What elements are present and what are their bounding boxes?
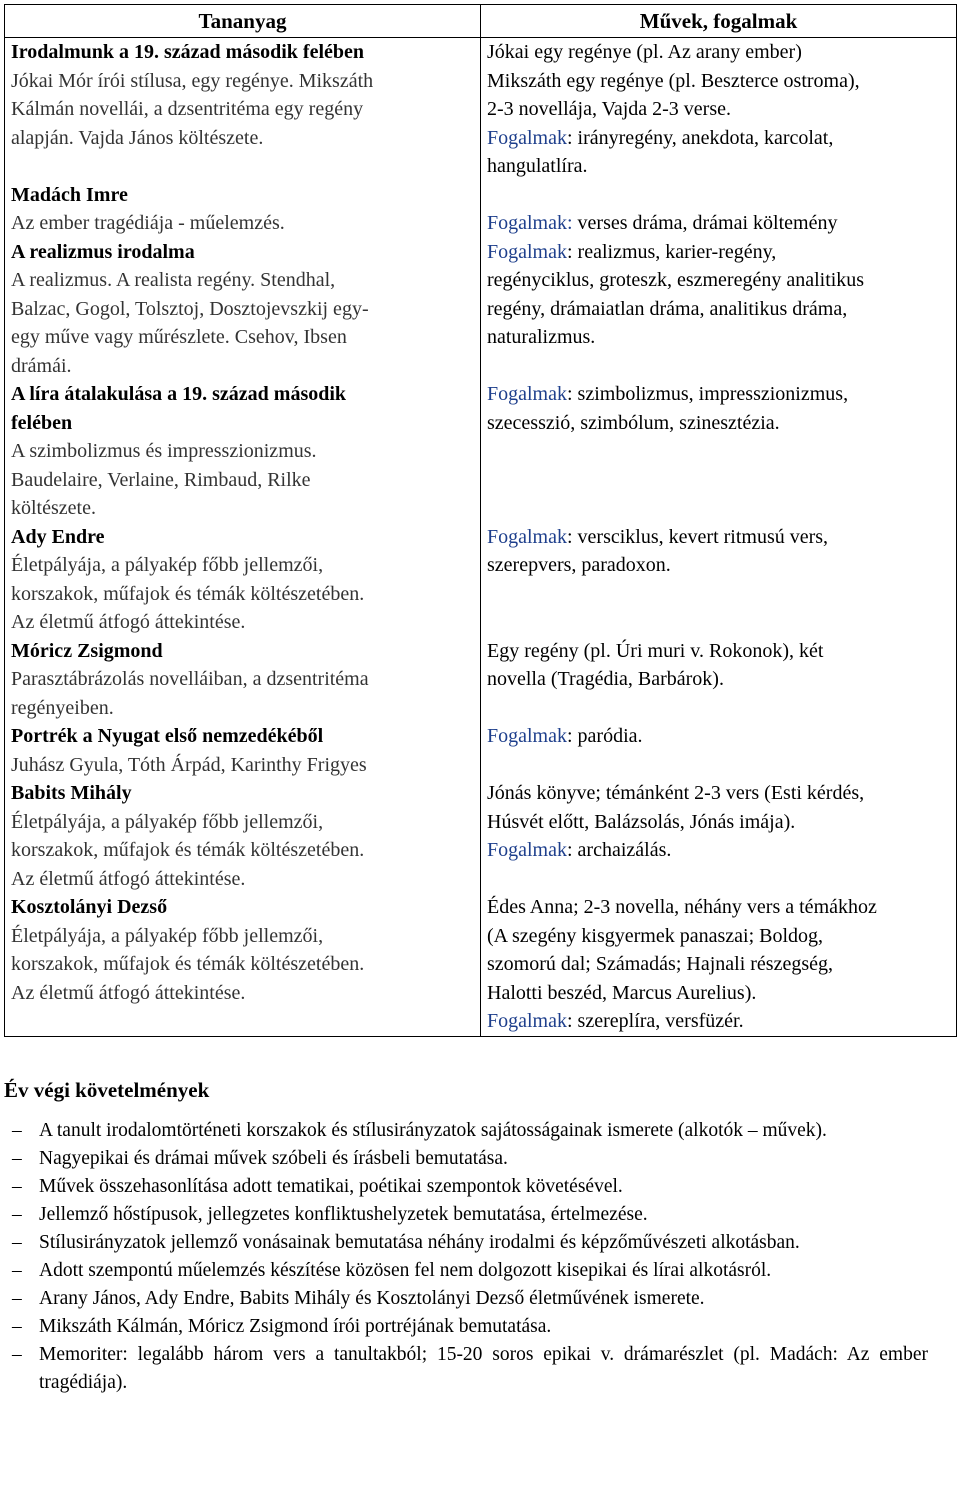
works-line <box>487 779 950 808</box>
topic-heading: Babits Mihály <box>11 782 132 804</box>
works-line <box>487 922 950 951</box>
requirement-item <box>0 1313 950 1341</box>
requirement-text: Nagyepikai és drámai művek szóbeli és írásbeli bemutatása. <box>39 1148 508 1169</box>
works-line <box>487 751 950 780</box>
dash-bullet: – <box>12 1288 22 1309</box>
works-line <box>487 836 950 865</box>
dash-bullet: – <box>12 1232 22 1253</box>
works-text: hangulatlíra. <box>487 155 588 177</box>
works-line <box>487 950 950 979</box>
works-text: verses dráma, drámai költemény <box>572 212 838 234</box>
header-tananyag: Tananyag <box>5 5 481 38</box>
works-line <box>487 124 950 153</box>
works-text: Egy regény (pl. Úri muri v. Rokonok), két <box>487 639 824 662</box>
muvek-cell <box>481 38 957 1037</box>
topic-line: Az életmű átfogó áttekintése. <box>11 611 246 633</box>
topic-line: Az életmű átfogó áttekintése. <box>11 867 246 890</box>
topic-line: regényeiben. <box>11 696 114 719</box>
dash-bullet: – <box>12 1344 22 1365</box>
works-text: 2-3 novellája, Vajda 2-3 verse. <box>487 98 731 120</box>
requirement-item <box>0 1229 950 1257</box>
muvek-lines <box>487 38 950 1036</box>
works-text: szecesszió, szimbólum, szinesztézia. <box>487 411 780 434</box>
dash-bullet: – <box>12 1316 22 1337</box>
works-line <box>487 380 950 409</box>
fogalmak-label: Fogalmak <box>487 126 567 149</box>
works-line <box>487 580 950 609</box>
works-text: szerepvers, paradoxon. <box>487 554 671 576</box>
topic-line: Baudelaire, Verlaine, Rimbaud, Rilke <box>11 468 311 491</box>
works-text: regény, drámaiatlan dráma, analitikus dráma, <box>487 297 848 320</box>
fogalmak-label: Fogalmak <box>487 725 567 747</box>
topic-line: drámái. <box>11 354 72 377</box>
tananyag-lines <box>11 38 474 1007</box>
topic-heading: A realizmus irodalma <box>11 240 195 263</box>
works-text: (A szegény kisgyermek panaszai; Boldog, <box>487 924 824 947</box>
works-text: szomorú dal; Számadás; Hajnali részegség, <box>487 953 833 975</box>
topic-line: Juhász Gyula, Tóth Árpád, Karinthy Frigyes <box>11 753 367 776</box>
requirement-text: Adott szempontú műelemzés készítése közösen fel nem dolgozott kisepikai és lírai alkotásról. <box>39 1260 772 1281</box>
works-line <box>487 266 950 295</box>
works-line <box>487 409 950 438</box>
topic-line: Kálmán novellái, a dzsentritéma egy regény <box>11 98 364 120</box>
requirement-text: Mikszáth Kálmán, Móricz Zsigmond írói portréjának bemutatása. <box>39 1316 552 1337</box>
works-line <box>487 979 950 1008</box>
works-line <box>487 437 950 466</box>
topic-line: Életpályája, a pályakép főbb jellemzői, <box>11 924 324 947</box>
topic-line: korszakok, műfajok és témák költészetében. <box>11 582 365 605</box>
requirements-title: Év végi követelmények <box>4 1078 210 1102</box>
works-line <box>487 209 950 238</box>
fogalmak-label: Fogalmak <box>487 839 567 861</box>
requirement-text: Jellemző hőstípusok, jellegzetes konfliktushelyzetek bemutatása, értelmezése. <box>39 1204 648 1225</box>
works-text: Édes Anna; 2-3 novella, néhány vers a témákhoz <box>487 896 877 918</box>
topic-heading: A líra átalakulása a 19. század második <box>11 383 347 405</box>
works-line <box>487 181 950 210</box>
works-line <box>487 95 950 124</box>
works-line <box>487 722 950 751</box>
requirement-item <box>0 1201 950 1229</box>
works-line <box>487 694 950 723</box>
topic-line: Életpályája, a pályakép főbb jellemzői, <box>11 554 324 576</box>
dash-bullet: – <box>12 1176 22 1197</box>
works-line <box>487 608 950 637</box>
works-line <box>487 808 950 837</box>
dash-bullet: – <box>12 1120 22 1141</box>
works-line <box>487 494 950 523</box>
topic-line: korszakok, műfajok és témák költészetében. <box>11 839 365 861</box>
table-content-row <box>5 38 957 1037</box>
works-text: : versciklus, kevert ritmusú vers, <box>567 525 829 548</box>
works-text: : szereplíra, versfüzér. <box>567 1010 744 1032</box>
topic-line: A realizmus. A realista regény. Stendhal, <box>11 269 336 291</box>
topic-line: költészete. <box>11 497 96 519</box>
topic-line: Balzac, Gogol, Tolsztoj, Dosztojevszkij egy- <box>11 297 369 320</box>
requirement-item <box>0 1145 950 1173</box>
works-text: novella (Tragédia, Barbárok). <box>487 668 724 690</box>
dash-bullet: – <box>12 1260 22 1281</box>
works-text: : irányregény, anekdota, karcolat, <box>567 126 834 149</box>
works-line <box>487 865 950 894</box>
requirement-text: Művek összehasonlítása adott tematikai, poétikai szempontok követésével. <box>39 1176 623 1197</box>
table-header-row <box>5 5 957 38</box>
works-line <box>487 67 950 96</box>
topic-heading: Kosztolányi Dezső <box>11 896 168 918</box>
requirements-list <box>0 1117 950 1397</box>
fogalmak-label: Fogalmak <box>487 525 567 548</box>
works-text: Halotti beszéd, Marcus Aurelius). <box>487 981 757 1004</box>
works-line <box>487 352 950 381</box>
works-text: naturalizmus. <box>487 326 596 348</box>
topic-heading: Ady Endre <box>11 525 105 548</box>
works-line <box>487 665 950 694</box>
topic-line: Jókai Mór írói stílusa, egy regénye. Mikszáth <box>11 69 374 92</box>
works-text: Jókai egy regénye (pl. Az arany ember) <box>487 41 802 63</box>
topic-heading: Irodalmunk a 19. század második felében <box>11 41 365 63</box>
requirement-item <box>0 1173 950 1201</box>
topic-line: A szimbolizmus és impresszionizmus. <box>11 440 317 462</box>
works-text: : realizmus, karier-regény, <box>567 240 777 263</box>
dash-bullet: – <box>12 1204 22 1225</box>
requirement-text: Stílusirányzatok jellemző vonásainak bemutatása néhány irodalmi és képzőművészeti alkotásban. <box>39 1232 800 1253</box>
topic-line: korszakok, műfajok és témák költészetében. <box>11 953 365 975</box>
topic-heading: Portrék a Nyugat első nemzedékéből <box>11 725 324 747</box>
topic-heading: Madách Imre <box>11 183 128 206</box>
requirement-text: Memoriter: legalább három vers a tanultakból; 15-20 soros epikai v. drámarészlet (pl. Madách: Az ember tragédiája). <box>39 1344 928 1393</box>
works-line <box>487 38 950 67</box>
requirement-text: A tanult irodalomtörténeti korszakok és stílusirányzatok sajátosságainak ismerete (alkotók – művek). <box>39 1120 827 1141</box>
fogalmak-label: Fogalmak <box>487 240 567 263</box>
fogalmak-label: Fogalmak <box>487 383 567 405</box>
requirement-item <box>0 1285 950 1313</box>
works-line <box>487 323 950 352</box>
requirement-item <box>0 1341 950 1397</box>
topic-line <box>11 152 474 181</box>
works-text: : szimbolizmus, impresszionizmus, <box>567 383 849 405</box>
works-line <box>487 152 950 181</box>
tananyag-cell <box>5 38 481 1037</box>
fogalmak-label: Fogalmak: <box>487 212 573 234</box>
header-muvek-fogalmak: Művek, fogalmak <box>481 5 957 38</box>
requirement-item <box>0 1257 950 1285</box>
topic-line: Életpályája, a pályakép főbb jellemzői, <box>11 810 324 833</box>
fogalmak-label: Fogalmak <box>487 1010 567 1032</box>
topic-line: Parasztábrázolás novelláiban, a dzsentritéma <box>11 668 369 690</box>
works-text: Mikszáth egy regénye (pl. Beszterce ostroma), <box>487 69 860 92</box>
works-line <box>487 637 950 666</box>
works-line <box>487 1007 950 1036</box>
works-line <box>487 295 950 324</box>
works-line <box>487 523 950 552</box>
works-line <box>487 466 950 495</box>
works-text: Jónás könyve; témánként 2-3 vers (Esti kérdés, <box>487 782 865 804</box>
works-text: regényciklus, groteszk, eszmeregény analitikus <box>487 269 865 291</box>
works-line <box>487 893 950 922</box>
topic-line: Az ember tragédiája - műelemzés. <box>11 212 285 234</box>
requirement-item <box>0 1117 950 1145</box>
topic-line: Az életmű átfogó áttekintése. <box>11 981 246 1004</box>
topic-heading: felében <box>11 411 73 434</box>
topic-line: egy műve vagy műrészlete. Csehov, Ibsen <box>11 326 347 348</box>
requirement-text: Arany János, Ady Endre, Babits Mihály és Kosztolányi Dezső életművének ismerete. <box>39 1288 705 1309</box>
topic-heading: Móricz Zsigmond <box>11 639 163 662</box>
works-text: Húsvét előtt, Balázsolás, Jónás imája). <box>487 810 796 833</box>
works-text: : paródia. <box>567 725 643 747</box>
works-line <box>487 551 950 580</box>
topic-line: alapján. Vajda János költészete. <box>11 126 264 149</box>
works-text: : archaizálás. <box>567 839 672 861</box>
works-line <box>487 238 950 267</box>
dash-bullet: – <box>12 1148 22 1169</box>
curriculum-table <box>4 4 957 1037</box>
